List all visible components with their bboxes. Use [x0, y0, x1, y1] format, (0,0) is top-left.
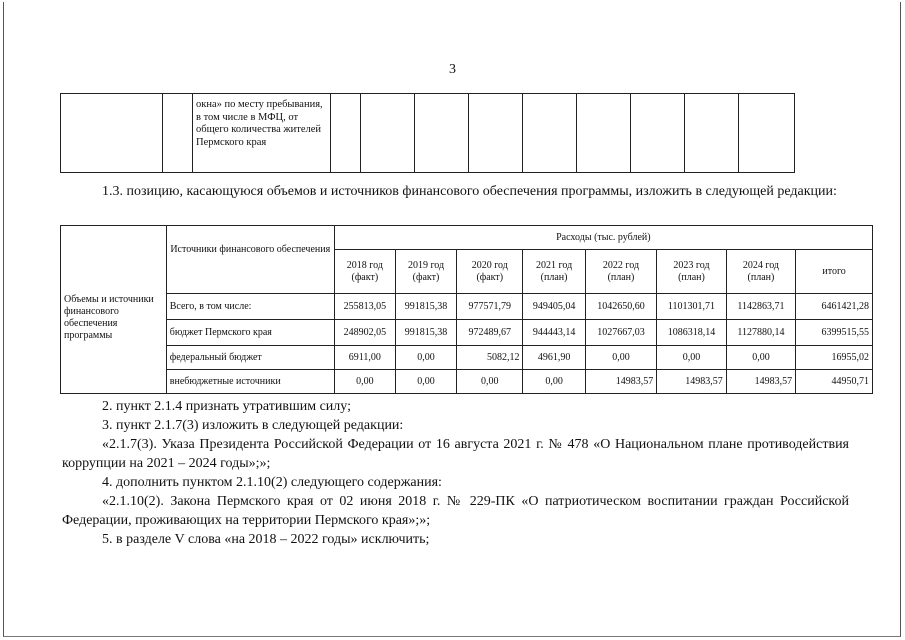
year-header: 2023 год (план)	[657, 250, 726, 294]
table-cell	[523, 94, 577, 173]
table-cell	[61, 94, 163, 173]
table-cell	[361, 94, 415, 173]
table-cell: 16955,02	[796, 346, 873, 370]
table-cell: 1027667,03	[585, 320, 657, 346]
table-cell: 14983,57	[657, 370, 726, 394]
table-row	[61, 294, 873, 320]
expenses-header: Расходы (тыс. рублей)	[334, 226, 872, 250]
table-row	[61, 320, 873, 346]
table-cell	[685, 94, 739, 173]
year-header: 2018 год (факт)	[334, 250, 395, 294]
table-row	[61, 346, 873, 370]
table-cell: 5082,12	[457, 346, 523, 370]
table-cell	[163, 94, 193, 173]
table-cell: 0,00	[585, 346, 657, 370]
table-row	[61, 370, 873, 394]
table-cell: 0,00	[523, 370, 585, 394]
table-cell: 248902,05	[334, 320, 395, 346]
table-cell: 1142863,71	[726, 294, 795, 320]
table-cell: 1101301,71	[657, 294, 726, 320]
table-cell: 14983,57	[585, 370, 657, 394]
table-cell	[331, 94, 361, 173]
table-cell: 1127880,14	[726, 320, 795, 346]
table-cell: 6461421,28	[796, 294, 873, 320]
year-header: 2024 год (план)	[726, 250, 795, 294]
table-cell: 0,00	[457, 370, 523, 394]
source-name: федеральный бюджет	[166, 346, 334, 370]
table-cell: 0,00	[726, 346, 795, 370]
table-cell: 44950,71	[796, 370, 873, 394]
financing-table	[60, 225, 873, 394]
table-cell: 1086318,14	[657, 320, 726, 346]
continuation-cell-text: окна» по месту пребывания, в том числе в МФЦ, от общего количества жителей Пермского края	[196, 99, 323, 148]
table-cell: 14983,57	[726, 370, 795, 394]
table-cell: 0,00	[395, 346, 456, 370]
table-cell	[739, 94, 795, 173]
page-number: 3	[449, 62, 456, 77]
table-cell: 949405,04	[523, 294, 585, 320]
table-cell: 1042650,60	[585, 294, 657, 320]
table-cell: 4961,90	[523, 346, 585, 370]
table-cell: 0,00	[334, 370, 395, 394]
item-2-text: 2. пункт 2.1.4 признать утратившим силу;	[102, 399, 351, 414]
year-header: 2021 год (план)	[523, 250, 585, 294]
total-header: итого	[796, 250, 873, 294]
table-cell: 255813,05	[334, 294, 395, 320]
table-cell	[415, 94, 469, 173]
table-cell	[577, 94, 631, 173]
table-cell: 6399515,55	[796, 320, 873, 346]
table-header-row	[61, 226, 873, 250]
year-header: 2022 год (план)	[585, 250, 657, 294]
table-row	[61, 94, 795, 173]
year-header: 2019 год (факт)	[395, 250, 456, 294]
sources-header: Источники финансового обеспечения	[166, 226, 334, 294]
table-cell	[193, 94, 331, 173]
table-cell: 0,00	[395, 370, 456, 394]
table-cell: 972489,67	[457, 320, 523, 346]
table-cell: 0,00	[657, 346, 726, 370]
item-5-text: 5. в разделе V слова «на 2018 – 2022 годы» исключить;	[102, 532, 430, 547]
table-cell	[469, 94, 523, 173]
table-cell: 991815,38	[395, 320, 456, 346]
table-cell: 977571,79	[457, 294, 523, 320]
continuation-table	[60, 93, 795, 173]
program-financing-label: Объемы и источники финансового обеспечения программы	[61, 226, 167, 394]
table-cell: 6911,00	[334, 346, 395, 370]
item-3-text: 3. пункт 2.1.7(3) изложить в следующей редакции:	[102, 418, 404, 433]
table-cell: 944443,14	[523, 320, 585, 346]
source-name: Всего, в том числе:	[166, 294, 334, 320]
item-1-3-text: 1.3. позицию, касающуюся объемов и источников финансового обеспечения программы, изложить в следующей редакции:	[102, 184, 837, 199]
source-name: внебюджетные источники	[166, 370, 334, 394]
table-cell: 991815,38	[395, 294, 456, 320]
item-4-text: 4. дополнить пунктом 2.1.10(2) следующего содержания:	[102, 475, 442, 490]
year-header: 2020 год (факт)	[457, 250, 523, 294]
item-4-quote: «2.1.10(2). Закона Пермского края от 02 июня 2018 г. № 229-ПК «О патриотическом воспитании граждан Российской Федерации, проживающих на территории Пермского края»;»;	[62, 494, 849, 528]
source-name: бюджет Пермского края	[166, 320, 334, 346]
item-3-quote: «2.1.7(3). Указа Президента Российской Федерации от 16 августа 2021 г. № 478 «О Национальном плане противодействия коррупции на 2021 – 2024 годы»;»;	[62, 437, 849, 471]
table-cell	[631, 94, 685, 173]
